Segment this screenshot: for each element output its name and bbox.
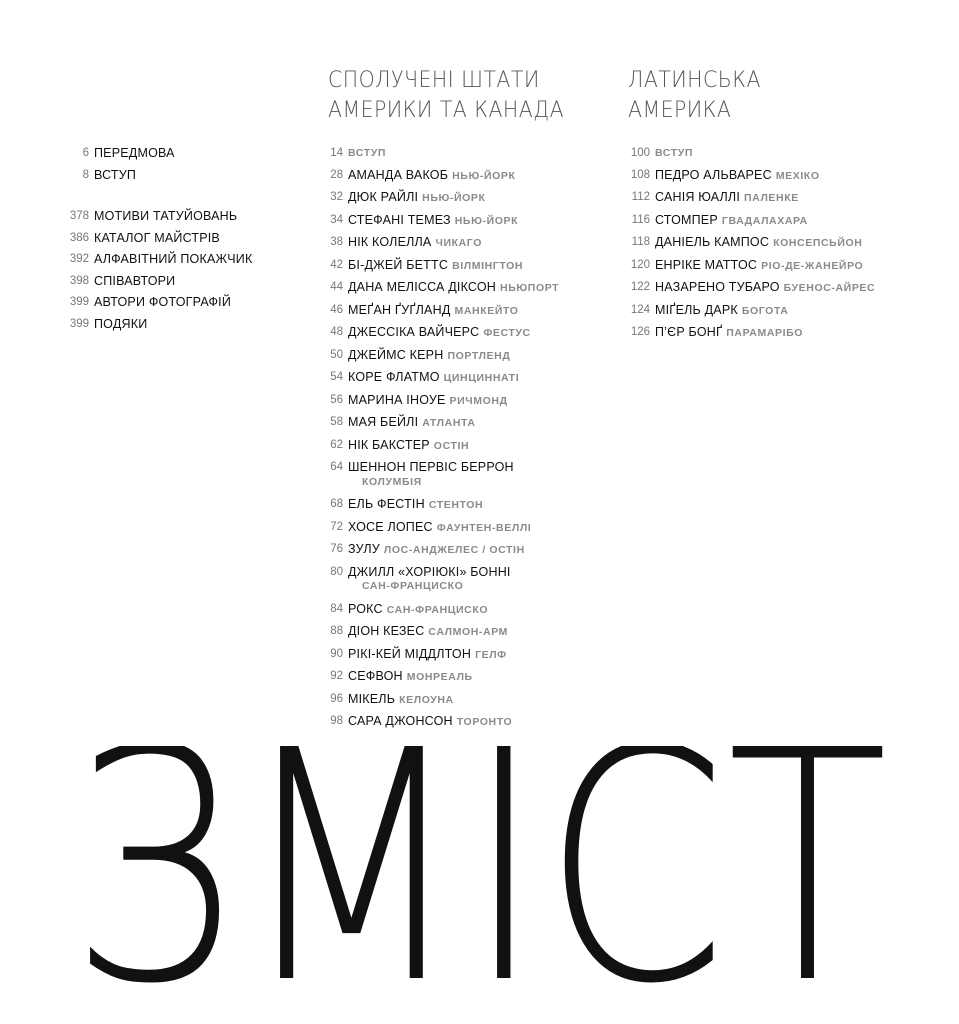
toc-entry[interactable] — [600, 255, 959, 278]
entry-title: АВТОРИ ФОТОГРАФІЙ — [94, 295, 232, 309]
page-number: 378 — [69, 210, 89, 222]
page-number: 6 — [82, 147, 89, 159]
entry-title: МОТИВИ ТАТУЙОВАНЬ — [94, 209, 238, 223]
toc-entry[interactable] — [300, 711, 620, 734]
entry-body — [655, 322, 803, 345]
page-number: 8 — [82, 168, 89, 181]
entry-title: ПЕРЕДМОВА — [94, 146, 175, 160]
artist-name: ЕЛЬ ФЕСТІН — [348, 497, 425, 511]
page-number: 64 — [330, 461, 343, 473]
entry-title: ПОДЯКИ — [94, 316, 148, 331]
page-number: 386 — [69, 231, 89, 244]
entry-body — [348, 621, 508, 644]
heading-line: АМЕРИКИ ТА КАНАДА — [328, 98, 565, 123]
city-name: КЕЛОУНА — [399, 693, 454, 706]
artist-name: ЗУЛУ — [348, 542, 380, 556]
page-number: 88 — [330, 625, 343, 637]
toc-entry[interactable] — [600, 187, 959, 210]
entry-body — [655, 232, 862, 255]
page-number: 84 — [330, 602, 343, 615]
entry-body — [348, 562, 511, 594]
toc-entry[interactable] — [600, 322, 959, 345]
page-number: 32 — [330, 191, 343, 203]
toc-entry[interactable] — [300, 599, 620, 622]
city-name: ГВАДАЛАХАРА — [721, 214, 808, 227]
city-name: ФЕСТУС — [483, 327, 531, 339]
page-number: 76 — [330, 543, 343, 555]
city-name: НЬЮ-ЙОРК — [454, 214, 519, 227]
city-name: НЬЮ-ЙОРК — [422, 192, 486, 204]
toc-entry[interactable] — [0, 143, 300, 165]
page-title-graphic — [70, 746, 890, 986]
city-name: САЛМОН-АРМ — [428, 626, 509, 638]
entry-body — [348, 644, 507, 667]
city-name: ГЕЛФ — [475, 648, 507, 661]
toc-entry[interactable] — [0, 228, 300, 250]
artist-name: ДАНІЕЛЬ КАМПОС — [655, 235, 770, 249]
artist-name: ПЕДРО АЛЬВАРЕС — [655, 167, 772, 182]
toc-entry[interactable] — [300, 210, 620, 233]
artist-name: КОРЕ ФЛАТМО — [348, 370, 440, 384]
page-number: 14 — [330, 147, 343, 159]
toc-entry[interactable] — [600, 277, 959, 300]
entry-body — [348, 689, 454, 712]
city-name: САН-ФРАНЦИСКО — [386, 603, 489, 616]
artist-name: ДІОН КЕЗЕС — [348, 624, 425, 638]
toc-entry[interactable] — [0, 271, 300, 293]
city-name: НЬЮПОРТ — [500, 282, 560, 294]
toc-entry[interactable] — [0, 292, 300, 314]
city-name: АТЛАНТА — [422, 417, 476, 429]
page-number: 38 — [330, 236, 343, 248]
city-name: ЦИНЦИННАТІ — [443, 372, 520, 384]
toc-entry[interactable] — [300, 562, 620, 599]
artist-name: ХОСЕ ЛОПЕС — [348, 519, 433, 534]
entry-body — [348, 187, 486, 210]
entry-body — [348, 711, 512, 734]
entry-title: ВСТУП — [655, 147, 693, 159]
artist-name: ЕНРІКЕ МАТТОС — [655, 257, 758, 272]
artist-name: СТЕФАНІ ТЕМЕЗ — [348, 212, 451, 227]
city-name: ВІЛМІНГТОН — [452, 259, 524, 272]
city-name: НЬЮ-ЙОРК — [452, 169, 516, 182]
toc-entry[interactable] — [300, 232, 620, 255]
entry-body — [348, 345, 510, 368]
page-number: 120 — [630, 258, 650, 271]
city-name: ПАРАМАРІБО — [726, 327, 804, 339]
page-number: 96 — [330, 692, 343, 705]
page-number: 399 — [69, 296, 89, 308]
toc-entry[interactable] — [300, 367, 620, 390]
artist-name: МІҐЕЛЬ ДАРК — [655, 302, 738, 317]
artist-name: МІКЕЛЬ — [348, 691, 396, 706]
page-number: 58 — [330, 416, 343, 428]
artist-name: ДЮК РАЙЛІ — [348, 190, 419, 204]
toc-entry[interactable] — [0, 249, 300, 271]
city-name: МАНКЕЙТО — [454, 304, 519, 317]
page-number: 80 — [330, 565, 343, 578]
toc-entry[interactable] — [300, 277, 620, 300]
toc-entry[interactable] — [0, 206, 300, 228]
entry-title: КАТАЛОГ МАЙСТРІВ — [94, 230, 220, 245]
toc-entry[interactable] — [0, 165, 300, 187]
page-number: 98 — [330, 715, 343, 727]
toc-entry[interactable] — [600, 300, 959, 323]
city-name: МЕХІКО — [775, 169, 820, 182]
page-number: 90 — [330, 647, 343, 660]
artist-name: ДАНА МЕЛІССА ДІКСОН — [348, 280, 497, 294]
entry-body — [348, 390, 508, 413]
page-title — [70, 746, 890, 986]
city-name: ПАЛЕНКЕ — [744, 192, 799, 204]
toc-entry[interactable] — [300, 666, 620, 689]
entry-body — [348, 165, 516, 188]
toc-entry[interactable] — [300, 435, 620, 458]
artist-name: П’ЄР БОНҐ — [655, 325, 723, 339]
artist-name: БІ-ДЖЕЙ БЕТТС — [348, 257, 449, 272]
entry-body — [348, 367, 519, 390]
page-number: 108 — [630, 168, 650, 181]
toc-entry[interactable] — [600, 165, 959, 188]
toc-entry[interactable] — [300, 457, 620, 494]
page-number: 34 — [330, 213, 343, 226]
city-name: ТОРОНТО — [456, 716, 513, 728]
artist-name: СТОМПЕР — [655, 212, 718, 227]
page-number: 118 — [631, 236, 650, 248]
entry-body — [348, 539, 525, 562]
page-number: 126 — [630, 326, 650, 338]
page-number: 42 — [330, 258, 343, 271]
toc-entry[interactable] — [600, 210, 959, 233]
page-number: 399 — [69, 317, 89, 330]
page-number: 62 — [330, 438, 343, 451]
entry-body — [348, 457, 514, 489]
toc-entry-intro[interactable] — [300, 143, 620, 165]
artist-name: МЕҐАН ҐУҐЛАНД — [348, 302, 451, 317]
page-number: 54 — [330, 371, 343, 383]
artist-name: САРА ДЖОНСОН — [348, 714, 453, 728]
front-matter-list — [0, 143, 300, 335]
toc-entry[interactable] — [300, 300, 620, 323]
city-name: ОСТІН — [433, 439, 470, 452]
page-number: 392 — [69, 253, 89, 265]
artist-name: ДЖЕЙМС КЕРН — [348, 347, 444, 362]
toc-entry[interactable] — [300, 390, 620, 413]
entry-body — [655, 165, 820, 188]
toc-entry[interactable] — [300, 412, 620, 435]
city-name: КОНСЕПСЬЙОН — [773, 237, 863, 249]
entry-title: ВСТУП — [348, 147, 386, 159]
artist-name: МАЯ БЕЙЛІ — [348, 415, 419, 429]
latin-america-list — [600, 143, 959, 345]
entry-title: АЛФАВІТНИЙ ПОКАЖЧИК — [94, 252, 253, 266]
page-title-text: ЗМІСТ — [70, 746, 888, 986]
us-canada-list — [300, 143, 620, 734]
artist-name: МАРИНА ІНОУЕ — [348, 392, 446, 407]
heading-line: СПОЛУЧЕНІ ШТАТИ — [328, 68, 540, 93]
entry-body — [655, 277, 875, 300]
city-name: КОЛУМБІЯ — [362, 475, 422, 488]
toc-entry[interactable] — [300, 644, 620, 667]
entry-body — [348, 255, 523, 278]
entry-body — [348, 517, 531, 540]
artist-name: РІКІ-КЕЙ МІДДЛТОН — [348, 646, 472, 661]
page-number: 72 — [330, 520, 343, 533]
page-number: 46 — [330, 303, 343, 316]
artist-name: НАЗАРЕНО ТУБАРО — [655, 280, 780, 294]
city-name: ЧИКАГО — [435, 237, 482, 249]
entry-body — [655, 210, 808, 233]
page-number: 56 — [330, 393, 343, 406]
page-number: 122 — [630, 281, 650, 293]
heading-line: ЛАТИНСЬКА — [628, 68, 762, 93]
toc-entry[interactable] — [600, 232, 959, 255]
city-name: ПОРТЛЕНД — [447, 349, 511, 362]
toc-entry[interactable] — [300, 494, 620, 517]
artist-name: САНІЯ ЮАЛЛІ — [655, 190, 740, 204]
entry-body — [348, 599, 488, 622]
entry-body — [348, 277, 559, 300]
entry-body — [348, 494, 483, 517]
section-heading-us-canada — [328, 66, 582, 126]
page-number: 50 — [330, 348, 343, 361]
page-number: 100 — [630, 147, 650, 159]
page-number: 112 — [631, 191, 650, 203]
city-name: ЛОС-АНДЖЕЛЕС / ОСТІН — [383, 544, 525, 556]
toc-entry[interactable] — [300, 517, 620, 540]
entry-body — [655, 300, 788, 323]
artist-name: СЕФВОН — [348, 669, 403, 683]
artist-name: ШЕННОН ПЕРВІС БЕРРОН — [348, 460, 514, 474]
entry-body — [348, 232, 482, 255]
page-number: 124 — [630, 303, 650, 316]
toc-entry[interactable] — [300, 345, 620, 368]
entry-body — [348, 300, 519, 323]
city-name: РІО-ДЕ-ЖАНЕЙРО — [761, 259, 864, 272]
artist-name: ДЖЕССІКА ВАЙЧЕРС — [348, 325, 480, 339]
section-heading-latin-america — [628, 66, 771, 126]
artist-name: РОКС — [348, 601, 383, 616]
page-number: 48 — [330, 326, 343, 338]
toc-entry[interactable] — [300, 689, 620, 712]
artist-name: ДЖИЛЛ «ХОРІЮКІ» БОННІ — [348, 564, 511, 579]
entry-body — [655, 187, 799, 210]
city-name: БОГОТА — [741, 304, 789, 317]
toc-entry[interactable] — [300, 255, 620, 278]
toc-entry[interactable] — [300, 621, 620, 644]
page-number: 68 — [330, 498, 343, 510]
city-name: СТЕНТОН — [428, 499, 484, 511]
artist-name: НІК БАКСТЕР — [348, 437, 430, 452]
entry-body — [348, 412, 476, 435]
spacer — [0, 186, 300, 206]
artist-name: АМАНДА ВАКОБ — [348, 167, 449, 182]
entry-body — [348, 435, 469, 458]
city-name: РИЧМОНД — [449, 394, 508, 407]
page-number: 116 — [631, 213, 650, 226]
page-number: 398 — [69, 274, 89, 287]
page-number: 92 — [330, 670, 343, 682]
toc-entry[interactable] — [300, 165, 620, 188]
toc-entry-intro[interactable] — [600, 143, 959, 165]
toc-entry[interactable] — [0, 314, 300, 336]
heading-line: АМЕРИКА — [628, 98, 732, 123]
entry-body — [655, 255, 863, 278]
city-name: САН-ФРАНЦИСКО — [362, 580, 464, 592]
entry-title: ВСТУП — [94, 167, 137, 182]
entry-body — [348, 210, 518, 233]
artist-name: НІК КОЛЕЛЛА — [348, 235, 432, 249]
toc-entry[interactable] — [300, 322, 620, 345]
city-name: БУЕНОС-АЙРЕС — [783, 282, 876, 294]
entry-body — [348, 666, 473, 689]
entry-title: СПІВАВТОРИ — [94, 273, 176, 288]
city-name: МОНРЕАЛЬ — [406, 671, 473, 683]
city-name: ФАУНТЕН-ВЕЛЛІ — [436, 521, 532, 534]
toc-entry[interactable] — [300, 539, 620, 562]
page-number: 28 — [330, 168, 343, 181]
page-number: 44 — [330, 281, 343, 293]
toc-entry[interactable] — [300, 187, 620, 210]
entry-body — [348, 322, 531, 345]
